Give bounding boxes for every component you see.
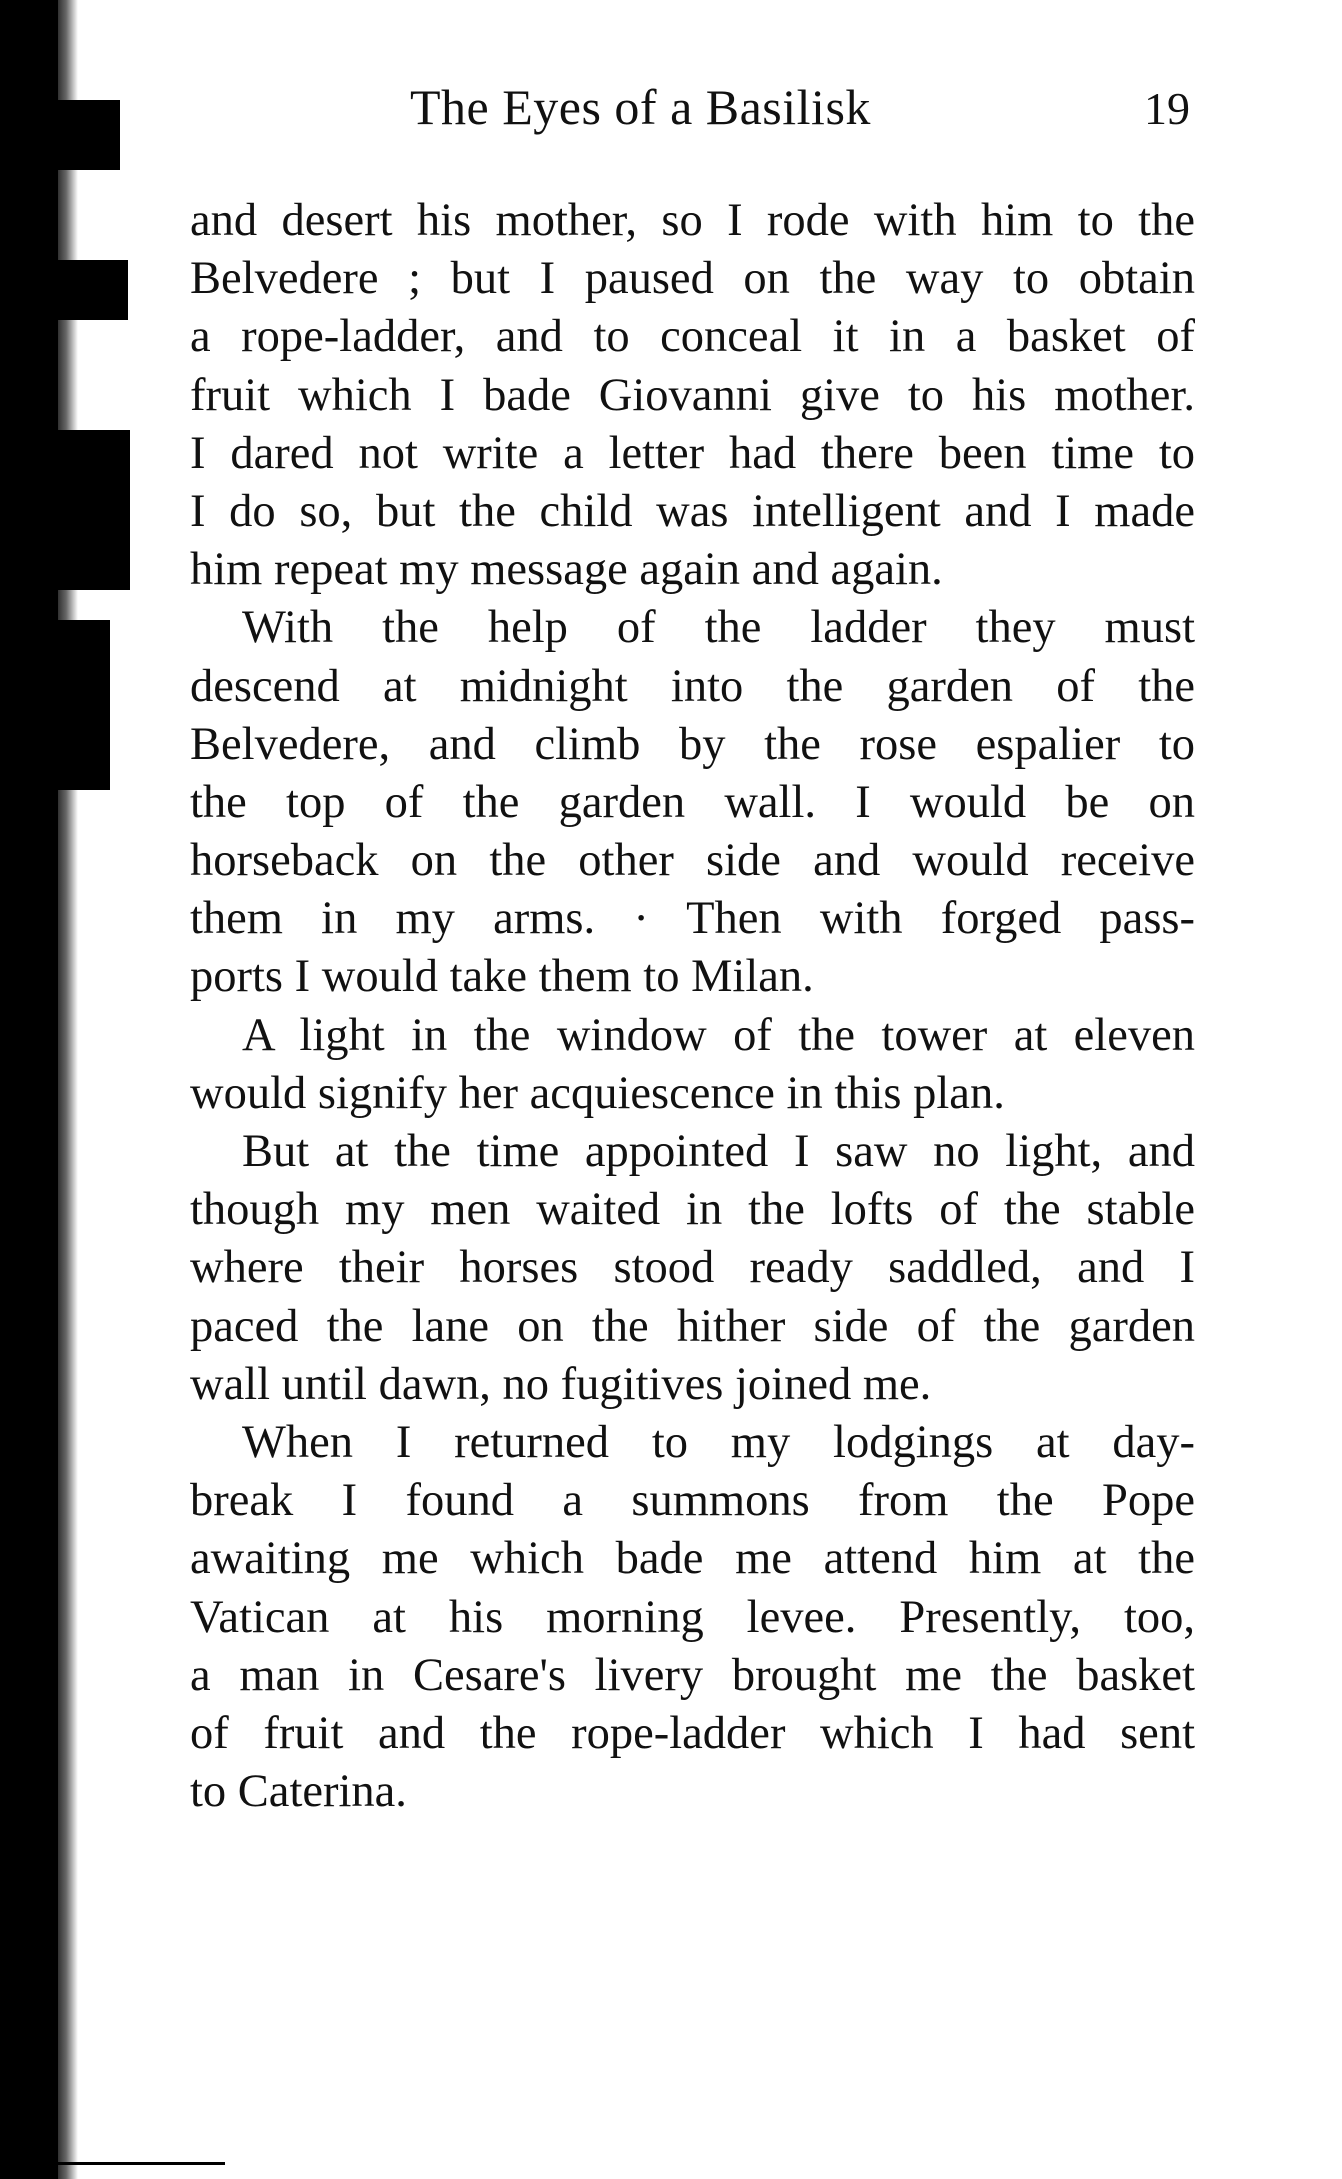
text-line: them in my arms. · Then with forged pass- — [190, 893, 1195, 945]
text-line: a rope-ladder, and to conceal it in a basket of — [190, 311, 1195, 363]
scan-gutter-notch — [58, 430, 130, 590]
text-line: him repeat my message again and again. — [190, 544, 943, 596]
text-line: But at the time appointed I saw no light, and — [242, 1126, 1195, 1177]
text-line: awaiting me which bade me attend him at the — [190, 1533, 1195, 1585]
scan-gutter-edge — [0, 0, 58, 2179]
text-line: A light in the window of the tower at eleven — [242, 1009, 1195, 1061]
text-line: With the help of the ladder they must — [242, 602, 1195, 654]
text-line: Belvedere, and climb by the rose espalier to — [190, 718, 1195, 770]
text-line: Vatican at his morning levee. Presently, too, — [190, 1591, 1195, 1643]
text-line: and desert his mother, so I rode with him to the — [190, 195, 1195, 246]
scan-bottom-rule — [0, 2162, 225, 2165]
scan-gutter-notch — [58, 620, 110, 790]
running-title: The Eyes of a Basilisk — [410, 79, 871, 135]
scan-gutter-notch — [58, 260, 128, 320]
page-header — [190, 78, 1200, 148]
text-line: though my men waited in the lofts of the stable — [190, 1184, 1195, 1236]
scan-gutter-notch — [58, 100, 120, 170]
text-line: to Caterina. — [190, 1766, 407, 1818]
text-line: I do so, but the child was intelligent and I made — [190, 485, 1195, 537]
text-line: ports I would take them to Milan. — [190, 951, 814, 1003]
text-line: When I returned to my lodgings at day- — [242, 1416, 1195, 1468]
text-line: of fruit and the rope-ladder which I had sent — [190, 1707, 1195, 1759]
text-line: fruit which I bade Giovanni give to his mother. — [190, 369, 1195, 421]
text-line: would signify her acquiescence in this plan. — [190, 1067, 1005, 1119]
scan-gutter-shadow — [58, 0, 78, 2179]
text-line: a man in Cesare's livery brought me the basket — [190, 1649, 1195, 1701]
text-line: break I found a summons from the Pope — [190, 1475, 1195, 1527]
text-line: where their horses stood ready saddled, and I — [190, 1242, 1195, 1294]
text-line: horseback on the other side and would receive — [190, 835, 1195, 887]
text-line: descend at midnight into the garden of the — [190, 660, 1195, 712]
text-line: wall until dawn, no fugitives joined me. — [190, 1358, 932, 1410]
body-text — [190, 192, 1195, 1821]
text-line: the top of the garden wall. I would be on — [190, 776, 1195, 828]
text-line: Belvedere ; but I paused on the way to obtain — [190, 253, 1195, 305]
page-number: 19 — [1144, 83, 1190, 134]
text-line: I dared not write a letter had there been time to — [190, 427, 1195, 479]
text-line: paced the lane on the hither side of the garden — [190, 1300, 1195, 1352]
